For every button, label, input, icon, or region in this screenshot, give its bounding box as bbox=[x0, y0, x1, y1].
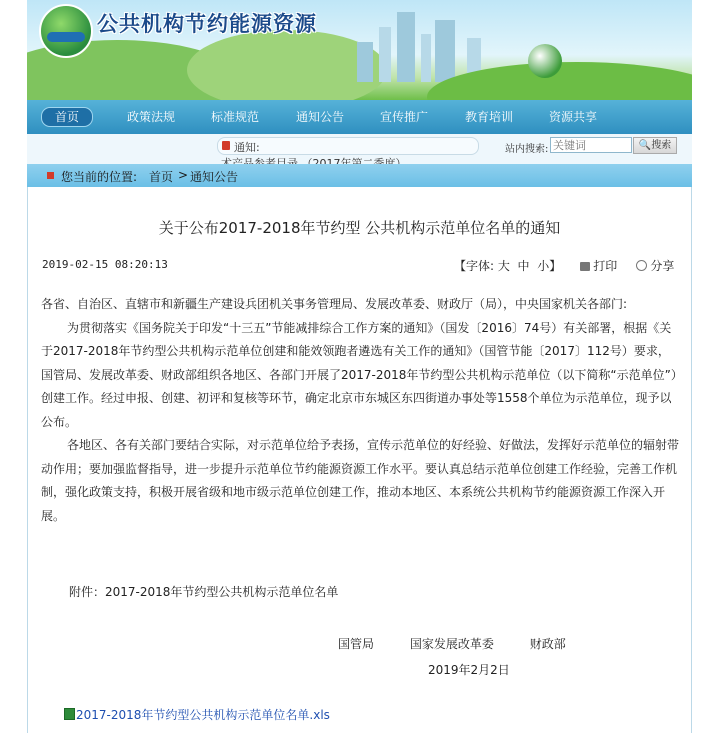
notice-search-bar bbox=[27, 134, 692, 164]
article-date: 2019-02-15 08:20:13 bbox=[42, 258, 168, 271]
breadcrumb-separator: > bbox=[178, 168, 189, 182]
search-input[interactable] bbox=[550, 137, 632, 153]
print-icon bbox=[580, 262, 590, 271]
sign-date: 2019年2月2日 bbox=[428, 663, 510, 677]
nav-item-home[interactable]: 首页 bbox=[41, 107, 93, 127]
signers bbox=[338, 635, 598, 652]
font-size-small[interactable]: 小 bbox=[537, 259, 550, 273]
signer-2: 国家发展改革委 bbox=[409, 637, 494, 651]
main-nav bbox=[27, 100, 692, 134]
signer-1: 国管局 bbox=[338, 637, 375, 651]
attachment-file-name[interactable]: 2017-2018年节约型公共机构示范单位名单.xls bbox=[76, 708, 330, 722]
article-paragraph-2: 各地区、各有关部门要结合实际，对示范单位给予表扬，宣传示范单位的好经验、好做法，发挥好示范单位的辐射带动作用；要加强监督指导，进一步提升示范单位节约能源资源工作水平。要认真总结示范单位创建工作经验，完善工作机制，强化政策支持，积极开展省级和地市级示范单位创建工作，推动本地区、本系统公共机构节约能源资源工作深入开展。 bbox=[41, 438, 680, 523]
nav-item-training[interactable]: 教育培训 bbox=[464, 110, 513, 124]
attachment-line: 附件：2017-2018年节约型公共机构示范单位名单 bbox=[69, 585, 339, 599]
notice-ticker[interactable] bbox=[217, 137, 479, 155]
font-size-label: 【字体: bbox=[454, 259, 495, 273]
breadcrumb-current[interactable]: 通知公告 bbox=[190, 170, 239, 184]
article-toolbar bbox=[454, 257, 674, 274]
font-size-medium[interactable]: 中 bbox=[517, 259, 530, 273]
share-icon bbox=[636, 260, 647, 271]
site-title: 公共机构节约能源资源 bbox=[97, 12, 317, 36]
article-title: 关于公布2017-2018年节约型 公共机构示范单位名单的通知 bbox=[158, 219, 561, 237]
breadcrumb-home[interactable]: 首页 bbox=[149, 170, 174, 184]
search-label: 站内搜索: bbox=[505, 144, 549, 155]
notice-icon bbox=[222, 141, 230, 150]
site-logo[interactable] bbox=[39, 4, 93, 58]
nav-item-standards[interactable]: 标准规范 bbox=[210, 110, 259, 124]
attachment-file-link[interactable] bbox=[64, 706, 330, 723]
nav-item-resources[interactable]: 资源共享 bbox=[548, 110, 597, 124]
excel-file-icon bbox=[64, 708, 75, 720]
earth-ball-icon bbox=[528, 44, 562, 78]
breadcrumb-prefix: 您当前的位置: bbox=[61, 170, 138, 184]
location-icon bbox=[47, 172, 54, 179]
article-paragraph-1: 为贯彻落实《国务院关于印发“十三五”节能减排综合工作方案的通知》（国发〔2016〕74号）有关部署，根据《关于2017-2018年节约型公共机构示范单位创建和能效领跑者遴选有关工作的通知》（国管节能〔2017〕112号）要求，国管局、发展改革委、财政部组织各地区、各部门开展了2017-2018年节约型公共机构示范单位（以下简称“示范单位”）创建工作。经过申报、创建、初评和复核等环节，确定北京市东城区东四街道办事处等1558个单位为示范单位，现予以公布。 bbox=[41, 320, 677, 429]
nav-item-promotion[interactable]: 宣传推广 bbox=[379, 110, 428, 124]
nav-item-notices[interactable]: 通知公告 bbox=[295, 110, 344, 124]
article-body bbox=[41, 293, 681, 528]
font-size-large[interactable]: 大 bbox=[497, 259, 510, 273]
article-container bbox=[27, 187, 692, 733]
share-button[interactable]: 分享 bbox=[636, 259, 674, 273]
site-banner bbox=[27, 0, 692, 100]
article-salutation: 各省、自治区、直辖市和新疆生产建设兵团机关事务管理局、发展改革委、财政厅（局），中央国家机关各部门: bbox=[41, 297, 628, 311]
print-button[interactable]: 打印 bbox=[580, 259, 617, 273]
nav-item-policy[interactable]: 政策法规 bbox=[126, 110, 175, 124]
notice-label: 通知: bbox=[234, 141, 260, 154]
breadcrumb bbox=[27, 164, 692, 187]
search-button[interactable]: 🔍搜索 bbox=[633, 137, 677, 154]
font-size-close: 】 bbox=[549, 259, 562, 273]
signer-3: 财政部 bbox=[529, 637, 566, 651]
